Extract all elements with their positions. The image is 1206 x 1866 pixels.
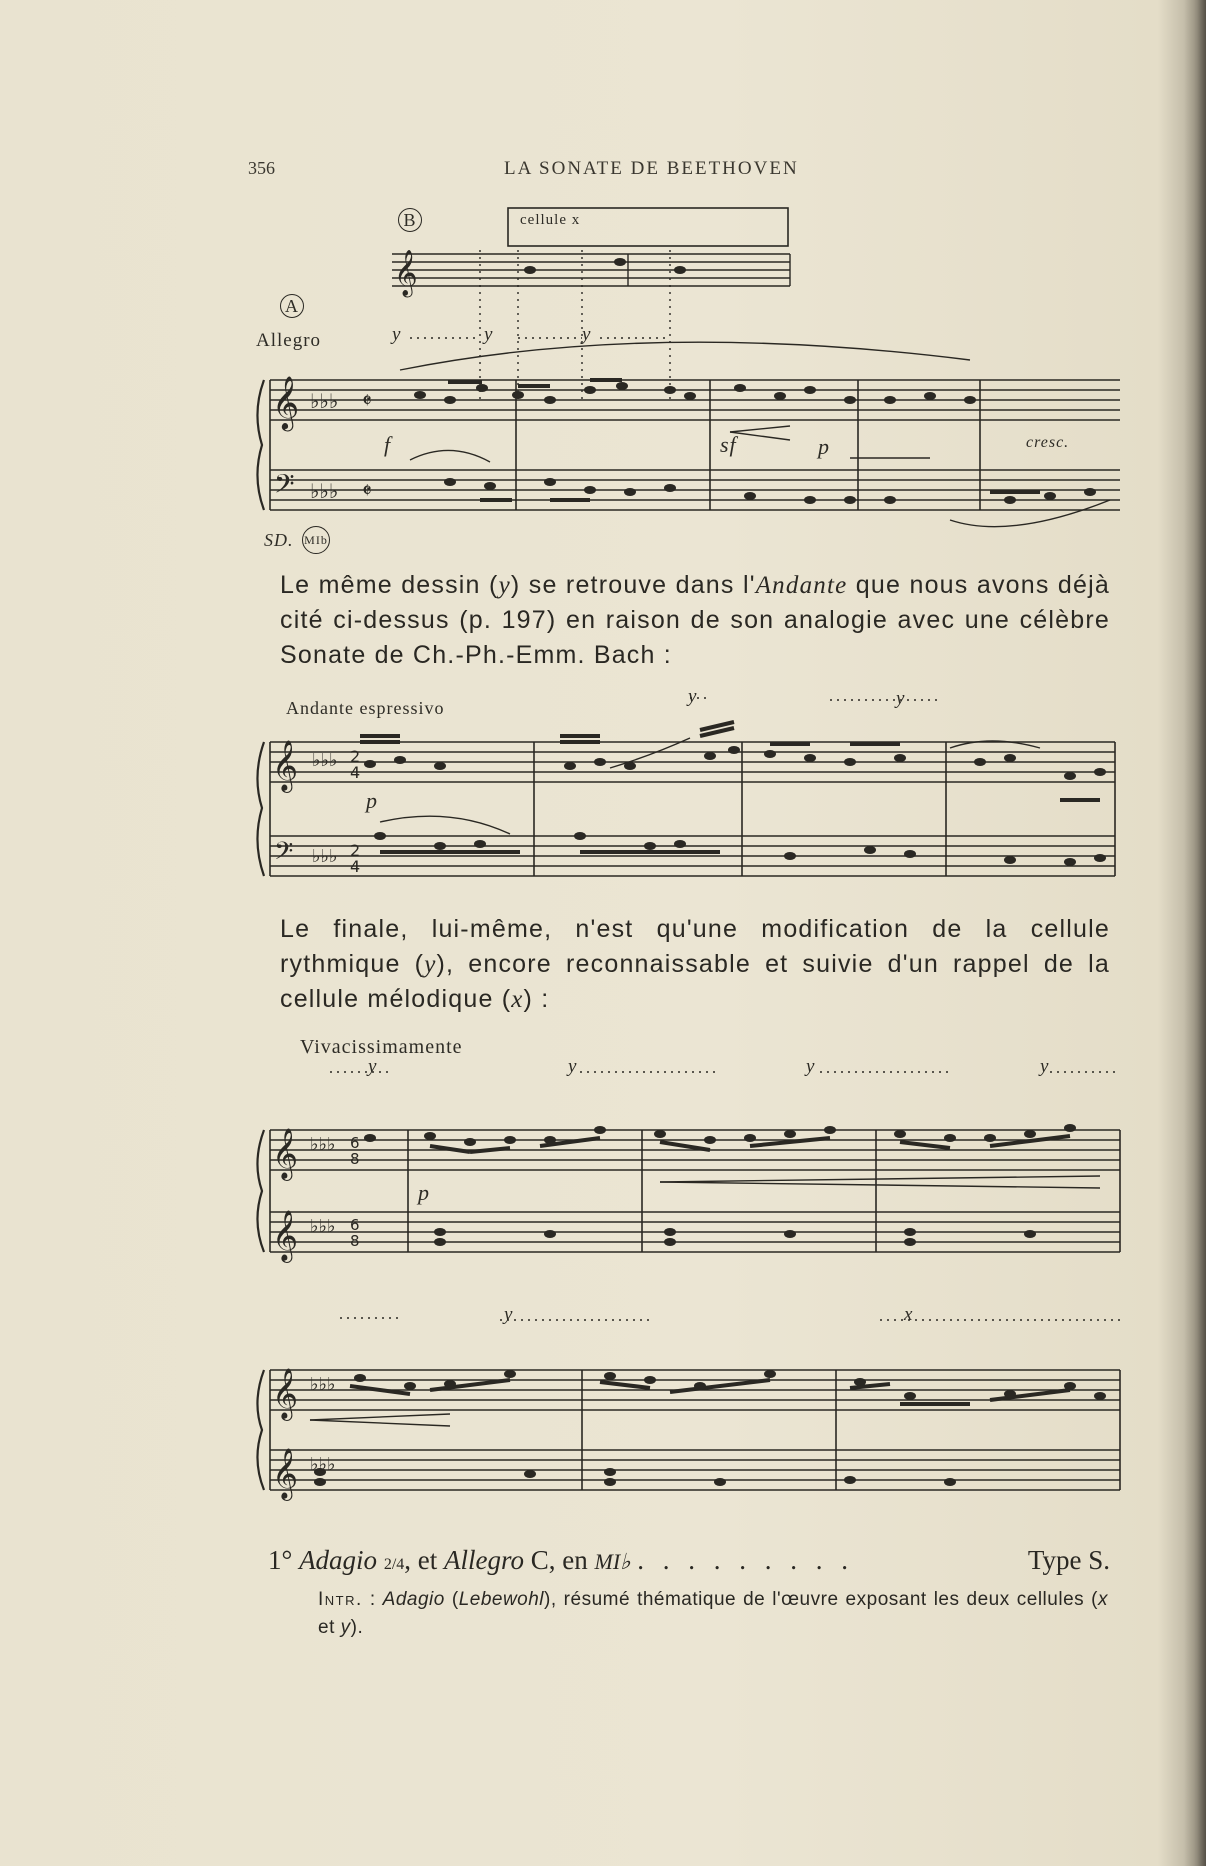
hairpin xyxy=(730,426,790,440)
y-mark-8: y xyxy=(806,1056,816,1077)
type-line xyxy=(268,1545,1110,1581)
svg-text:♭♭♭: ♭♭♭ xyxy=(310,1454,336,1475)
intro-text-1: ), résumé thématique de l'œuvre exposant les deux cellules ( xyxy=(544,1589,1098,1610)
system-2-lower xyxy=(270,1450,1120,1490)
bass-staff-2 xyxy=(270,836,1115,876)
p2-var-y: y xyxy=(424,951,437,978)
p1-andante: Andante xyxy=(755,572,848,599)
system-1-lower xyxy=(270,1212,1120,1252)
page-edge-shadow xyxy=(1184,0,1206,1866)
svg-text:4: 4 xyxy=(350,763,361,782)
dyn-p-3: p xyxy=(418,1180,430,1205)
marker-a: A xyxy=(280,294,304,318)
music-example-2 xyxy=(250,686,1130,896)
dotted-connectors xyxy=(410,250,670,400)
intro-y: y xyxy=(340,1617,351,1638)
key-flats-bass: ♭♭♭ xyxy=(310,479,339,503)
p2-text-3: ) : xyxy=(523,985,550,1013)
tempo-vivacissimamente: Vivacissimamente xyxy=(300,1036,463,1058)
brace xyxy=(257,380,264,510)
y-mark-4: y xyxy=(688,686,698,707)
type-en: , en xyxy=(548,1545,588,1575)
bass-clef-2: 𝄢 xyxy=(274,837,294,872)
svg-text:𝄞: 𝄞 xyxy=(272,1128,299,1179)
svg-text:2: 2 xyxy=(350,841,361,860)
treble-clef-small: 𝄞 xyxy=(394,250,418,296)
type-adagio: Adagio xyxy=(299,1545,378,1575)
svg-text:𝄞: 𝄞 xyxy=(272,1368,299,1419)
page-number: 356 xyxy=(248,158,275,178)
svg-text:2: 2 xyxy=(350,747,361,766)
p2-text-2: ), encore reconnaissable et suivie d'un rappel de la cellule mélodique ( xyxy=(280,950,1110,1013)
intro-note: Intr. : Adagio (Lebewohl), résumé thématique de l'œuvre exposant les deux cellules (x et y). xyxy=(318,1589,1108,1638)
svg-text:6: 6 xyxy=(350,1134,360,1152)
svg-text:♭♭♭: ♭♭♭ xyxy=(312,750,338,771)
y-mark-5: y xyxy=(896,688,906,709)
slur-2b xyxy=(380,816,510,834)
y-mark-6: y xyxy=(368,1056,378,1077)
key-flats: ♭♭♭ xyxy=(310,389,339,413)
svg-text:6: 6 xyxy=(350,1216,360,1234)
y-mark-9: y xyxy=(1040,1056,1050,1077)
bass-slur xyxy=(410,450,490,462)
p1-var-y: y xyxy=(498,572,511,599)
intro-label: Intr. xyxy=(318,1589,363,1610)
music-example-3 xyxy=(250,1030,1130,1530)
svg-text:4: 4 xyxy=(350,857,361,876)
paragraph-2 xyxy=(280,912,1110,1017)
type-line-left xyxy=(268,1545,854,1576)
bass-slur-2 xyxy=(950,500,1110,527)
type-allegro: Allegro xyxy=(444,1545,525,1575)
p2-var-x: x xyxy=(511,986,524,1013)
intro-end: ). xyxy=(350,1617,364,1638)
treble-clef: 𝄞 xyxy=(272,375,300,429)
type-meter: 2/4 xyxy=(383,1556,405,1573)
svg-text:♭♭♭: ♭♭♭ xyxy=(310,1134,336,1155)
intro-adagio: Adagio xyxy=(382,1589,445,1610)
tempo-andante: Andante espressivo xyxy=(286,698,445,718)
type-label: Type S. xyxy=(1027,1545,1110,1575)
marker-b: B xyxy=(398,208,422,232)
score-example-3 xyxy=(250,1030,1130,1530)
y-mark-10: y xyxy=(504,1304,514,1325)
dyn-sf: sf xyxy=(720,432,737,457)
svg-text:8: 8 xyxy=(350,1232,360,1250)
x-mark-1: x xyxy=(904,1304,914,1325)
y-mark-2: y xyxy=(484,324,494,345)
intro-lebewohl: Lebewohl xyxy=(458,1589,545,1610)
intro-x: x xyxy=(1098,1589,1108,1610)
type-number: 1° xyxy=(268,1545,293,1575)
noteheads-3 xyxy=(314,1124,1106,1486)
y-mark-7: y xyxy=(568,1056,578,1077)
phrase-slur xyxy=(400,342,970,370)
type-leaders: . . . . . . . . . xyxy=(637,1545,855,1575)
paragraph-1 xyxy=(280,568,1110,673)
y-mark-1: y xyxy=(392,324,402,345)
p1-text-1: Le même dessin ( xyxy=(280,571,499,599)
treble-clef-2: 𝄞 xyxy=(272,740,299,791)
score-example-1 xyxy=(250,200,1130,560)
svg-text:♭♭♭: ♭♭♭ xyxy=(312,846,338,867)
tempo-allegro: Allegro xyxy=(256,330,322,351)
cellule-label: cellule x xyxy=(520,212,581,228)
running-title: LA SONATE DE BEETHOVEN xyxy=(504,158,799,179)
running-header xyxy=(248,158,838,184)
hairpins-3 xyxy=(660,1176,1100,1188)
dyn-f: f xyxy=(384,432,392,457)
svg-text:♭♭♭: ♭♭♭ xyxy=(310,1216,336,1237)
svg-text:♭♭♭: ♭♭♭ xyxy=(310,1374,336,1395)
dyn-cresc: cresc. xyxy=(1026,434,1070,451)
bass-clef: 𝄢 xyxy=(274,468,295,506)
source-sd: SD. xyxy=(264,530,294,550)
dyn-p: p xyxy=(818,434,830,459)
intro-et: et xyxy=(318,1617,341,1638)
noteheads-2 xyxy=(364,746,1106,866)
intro-colon: : xyxy=(362,1589,383,1610)
time-sig-bass: 𝄵 xyxy=(362,479,372,504)
type-key: MI♭ xyxy=(594,1549,631,1574)
treble-staff xyxy=(270,380,1120,420)
p1-text-3: que nous avons déjà cité ci-dessus (p. 197) en raison de son analogie avec une célèbre Sonate de Ch.-Ph.-Emm. Bach : xyxy=(280,571,1110,669)
music-example-1 xyxy=(250,200,1130,560)
y-mark-3: y xyxy=(582,324,592,345)
key-badge: MIb xyxy=(302,526,330,554)
cellule-staff xyxy=(392,254,790,286)
p1-text-2: ) se retrouve dans l' xyxy=(510,571,756,599)
p2-text-1: Le finale, lui-même, n'est qu'une modification de la cellule rythmique ( xyxy=(280,915,1110,978)
brace-2 xyxy=(257,742,264,876)
svg-text:8: 8 xyxy=(350,1150,360,1168)
type-et: , et xyxy=(404,1545,438,1575)
time-sig: 𝄵 xyxy=(362,389,372,414)
svg-text:𝄞: 𝄞 xyxy=(272,1448,299,1499)
svg-text:𝄞: 𝄞 xyxy=(272,1210,299,1261)
type-allegro-meter: C xyxy=(530,1545,549,1575)
dyn-p-2: p xyxy=(366,788,378,813)
